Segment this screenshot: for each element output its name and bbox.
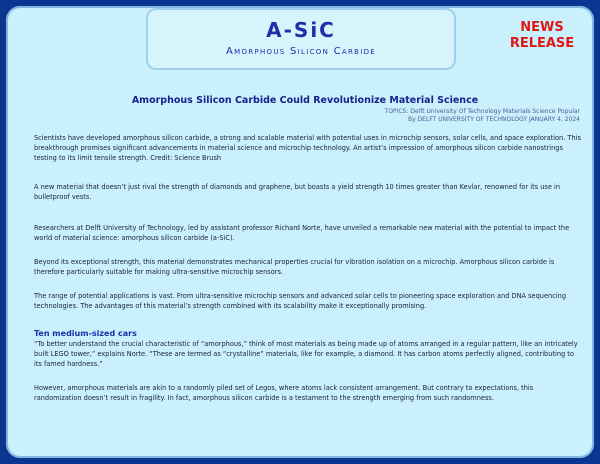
brand-subtitle: Amorphous Silicon Carbide — [226, 46, 376, 57]
brand-title: A-SiC — [266, 18, 336, 42]
article-byline: By DELFT UNIVERSITY OF TECHNOLOGY JANUARY 4, 2024 — [407, 116, 580, 123]
paragraph: “To better understand the crucial characteristic of “amorphous,” think of most materials as being made up of atoms arranged in a regular pattern, like an intricately built LEGO tower,” explains Norte. “These are termed as “crystalline” materials, like for example, a diamond. It has carbon atoms perfectly aligned, contributing to its famed hardness.” — [34, 340, 578, 368]
article-topics: TOPICS: Delft University Of Technology Materials Science Popular — [384, 108, 580, 115]
badge-line-1: NEWS — [520, 20, 564, 35]
masthead — [146, 8, 456, 70]
paragraph: Researchers at Delft University of Technology, led by assistant professor Richard Norte, have unveiled a remarkable new material with the potential to impact the world of material science: amorphous silicon carbide (a-SiC). — [34, 224, 570, 242]
section-subheading: Ten medium-sized cars — [34, 329, 137, 338]
paragraph: Beyond its exceptional strength, this material demonstrates mechanical properties crucial for vibration isolation on a microchip. Amorphous silicon carbide is therefore particularly suitable for making ultra-sensitive microchip sensors. — [34, 258, 555, 276]
article-headline: Amorphous Silicon Carbide Could Revolutionize Material Science — [131, 95, 479, 106]
article-meta — [385, 108, 580, 124]
paragraph: A new material that doesn’t just rival the strength of diamonds and graphene, but boasts a yield strength 10 times greater than Kevlar, renowned for its use in bulletproof vests. — [34, 183, 561, 201]
paragraph: The range of potential applications is vast. From ultra-sensitive microchip sensors and advanced solar cells to pioneering space exploration and DNA sequencing technologies. The advantages of this material’s strength combined with its scalability make it exceptionally promising. — [34, 292, 567, 310]
page-panel — [6, 6, 594, 458]
badge-line-2: RELEASE — [509, 36, 575, 51]
paragraph: However, amorphous materials are akin to a randomly piled set of Legos, where atoms lack consistent arrangement. But contrary to expectations, this randomization doesn’t result in fragility. In fact, amorphous silicon carbide is a testament to the strength emerging from such randomness. — [34, 384, 534, 402]
paragraph: Scientists have developed amorphous silicon carbide, a strong and scalable material with potential uses in microchip sensors, solar cells, and space exploration. This breakthrough promises significant advancements in material science and microchip technology. An artist’s impression of amorphous silicon carbide nanostrings testing to its limit tensile strength. Credit: Science Brush — [34, 134, 581, 162]
news-release-badge — [502, 20, 582, 52]
